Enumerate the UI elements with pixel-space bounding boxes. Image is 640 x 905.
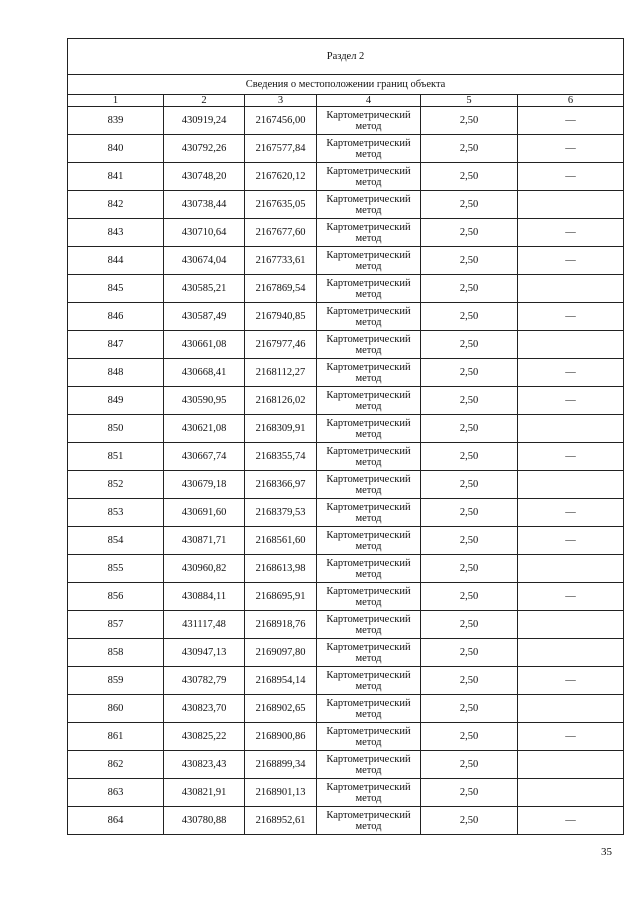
method-line-2: метод	[355, 484, 382, 496]
table-row	[68, 135, 624, 163]
table-row	[68, 555, 624, 583]
table-row	[68, 275, 624, 303]
method-cell	[317, 583, 421, 611]
x-coordinate-cell: 430947,13	[164, 639, 245, 667]
table-row	[68, 667, 624, 695]
method-cell	[317, 135, 421, 163]
x-coordinate-cell: 430884,11	[164, 583, 245, 611]
column-header-row	[68, 95, 624, 107]
y-coordinate-cell: 2167677,60	[245, 219, 317, 247]
x-coordinate-cell: 430871,71	[164, 527, 245, 555]
method-line-2: метод	[355, 456, 382, 468]
method-line-1: Картометрический	[326, 725, 411, 737]
table-row	[68, 611, 624, 639]
x-coordinate-cell: 430823,70	[164, 695, 245, 723]
method-line-1: Картометрический	[326, 165, 411, 177]
x-coordinate-cell: 430748,20	[164, 163, 245, 191]
point-number-cell: 841	[68, 163, 164, 191]
note-cell	[518, 471, 624, 499]
method-line-2: метод	[355, 428, 382, 440]
table-row	[68, 471, 624, 499]
method-line-1: Картометрический	[326, 613, 411, 625]
note-cell	[518, 695, 624, 723]
x-coordinate-cell: 430738,44	[164, 191, 245, 219]
point-number-cell: 848	[68, 359, 164, 387]
point-number-cell: 851	[68, 443, 164, 471]
table-row	[68, 387, 624, 415]
table-row	[68, 163, 624, 191]
accuracy-cell: 2,50	[421, 723, 518, 751]
accuracy-cell: 2,50	[421, 191, 518, 219]
method-line-2: метод	[355, 764, 382, 776]
y-coordinate-cell: 2167577,84	[245, 135, 317, 163]
section-subtitle: Сведения о местоположении границ объекта	[68, 75, 624, 95]
accuracy-cell: 2,50	[421, 499, 518, 527]
x-coordinate-cell: 430590,95	[164, 387, 245, 415]
method-cell	[317, 387, 421, 415]
point-number-cell: 839	[68, 107, 164, 135]
method-cell	[317, 163, 421, 191]
point-number-cell: 855	[68, 555, 164, 583]
y-coordinate-cell: 2167635,05	[245, 191, 317, 219]
coordinates-table	[67, 38, 624, 835]
accuracy-cell: 2,50	[421, 331, 518, 359]
method-cell	[317, 527, 421, 555]
method-cell	[317, 555, 421, 583]
accuracy-cell: 2,50	[421, 135, 518, 163]
method-line-2: метод	[355, 176, 382, 188]
table-row	[68, 499, 624, 527]
x-coordinate-cell: 430780,88	[164, 807, 245, 835]
method-line-2: метод	[355, 624, 382, 636]
method-line-1: Картометрический	[326, 361, 411, 373]
table-row	[68, 751, 624, 779]
note-cell	[518, 611, 624, 639]
method-cell	[317, 695, 421, 723]
accuracy-cell: 2,50	[421, 359, 518, 387]
table-row	[68, 331, 624, 359]
note-cell: —	[518, 163, 624, 191]
x-coordinate-cell: 430668,41	[164, 359, 245, 387]
point-number-cell: 853	[68, 499, 164, 527]
note-cell: —	[518, 107, 624, 135]
method-line-1: Картометрический	[326, 193, 411, 205]
accuracy-cell: 2,50	[421, 667, 518, 695]
y-coordinate-cell: 2167456,00	[245, 107, 317, 135]
note-cell	[518, 779, 624, 807]
method-line-2: метод	[355, 596, 382, 608]
method-line-1: Картометрический	[326, 585, 411, 597]
accuracy-cell: 2,50	[421, 611, 518, 639]
accuracy-cell: 2,50	[421, 443, 518, 471]
accuracy-cell: 2,50	[421, 387, 518, 415]
x-coordinate-cell: 430710,64	[164, 219, 245, 247]
method-line-1: Картометрический	[326, 501, 411, 513]
method-line-2: метод	[355, 792, 382, 804]
accuracy-cell: 2,50	[421, 415, 518, 443]
y-coordinate-cell: 2167977,46	[245, 331, 317, 359]
accuracy-cell: 2,50	[421, 219, 518, 247]
accuracy-cell: 2,50	[421, 275, 518, 303]
method-cell	[317, 359, 421, 387]
table-row	[68, 359, 624, 387]
method-cell	[317, 331, 421, 359]
table-row	[68, 779, 624, 807]
method-line-2: метод	[355, 344, 382, 356]
method-line-2: метод	[355, 260, 382, 272]
method-line-1: Картометрический	[326, 669, 411, 681]
y-coordinate-cell: 2167620,12	[245, 163, 317, 191]
point-number-cell: 849	[68, 387, 164, 415]
y-coordinate-cell: 2167733,61	[245, 247, 317, 275]
y-coordinate-cell: 2167940,85	[245, 303, 317, 331]
method-line-2: метод	[355, 736, 382, 748]
accuracy-cell: 2,50	[421, 527, 518, 555]
accuracy-cell: 2,50	[421, 779, 518, 807]
y-coordinate-cell: 2168366,97	[245, 471, 317, 499]
method-line-1: Картометрический	[326, 473, 411, 485]
y-coordinate-cell: 2168899,34	[245, 751, 317, 779]
method-line-1: Картометрический	[326, 389, 411, 401]
column-header: 2	[164, 95, 245, 107]
note-cell	[518, 191, 624, 219]
method-line-1: Картометрический	[326, 809, 411, 821]
table-row	[68, 247, 624, 275]
note-cell: —	[518, 723, 624, 751]
method-line-1: Картометрический	[326, 249, 411, 261]
table-row	[68, 107, 624, 135]
y-coordinate-cell: 2169097,80	[245, 639, 317, 667]
method-line-2: метод	[355, 820, 382, 832]
method-line-1: Картометрический	[326, 277, 411, 289]
point-number-cell: 854	[68, 527, 164, 555]
method-cell	[317, 807, 421, 835]
x-coordinate-cell: 430825,22	[164, 723, 245, 751]
table-row	[68, 219, 624, 247]
method-line-2: метод	[355, 708, 382, 720]
point-number-cell: 852	[68, 471, 164, 499]
y-coordinate-cell: 2167869,54	[245, 275, 317, 303]
note-cell: —	[518, 499, 624, 527]
method-cell	[317, 751, 421, 779]
y-coordinate-cell: 2168952,61	[245, 807, 317, 835]
column-header: 6	[518, 95, 624, 107]
note-cell: —	[518, 807, 624, 835]
x-coordinate-cell: 430587,49	[164, 303, 245, 331]
y-coordinate-cell: 2168695,91	[245, 583, 317, 611]
section-title: Раздел 2	[68, 39, 624, 75]
note-cell	[518, 639, 624, 667]
method-cell	[317, 667, 421, 695]
column-header: 1	[68, 95, 164, 107]
x-coordinate-cell: 430919,24	[164, 107, 245, 135]
column-header: 5	[421, 95, 518, 107]
x-coordinate-cell: 430585,21	[164, 275, 245, 303]
y-coordinate-cell: 2168126,02	[245, 387, 317, 415]
point-number-cell: 864	[68, 807, 164, 835]
x-coordinate-cell: 430691,60	[164, 499, 245, 527]
x-coordinate-cell: 430674,04	[164, 247, 245, 275]
method-line-1: Картометрический	[326, 137, 411, 149]
y-coordinate-cell: 2168112,27	[245, 359, 317, 387]
method-line-2: метод	[355, 204, 382, 216]
table-row	[68, 583, 624, 611]
note-cell: —	[518, 387, 624, 415]
page-number: 35	[601, 846, 612, 858]
accuracy-cell: 2,50	[421, 163, 518, 191]
y-coordinate-cell: 2168355,74	[245, 443, 317, 471]
y-coordinate-cell: 2168902,65	[245, 695, 317, 723]
column-header: 4	[317, 95, 421, 107]
point-number-cell: 858	[68, 639, 164, 667]
method-line-2: метод	[355, 540, 382, 552]
accuracy-cell: 2,50	[421, 471, 518, 499]
note-cell: —	[518, 359, 624, 387]
method-cell	[317, 723, 421, 751]
note-cell: —	[518, 219, 624, 247]
point-number-cell: 862	[68, 751, 164, 779]
column-header: 3	[245, 95, 317, 107]
note-cell	[518, 555, 624, 583]
point-number-cell: 861	[68, 723, 164, 751]
point-number-cell: 844	[68, 247, 164, 275]
point-number-cell: 856	[68, 583, 164, 611]
point-number-cell: 846	[68, 303, 164, 331]
point-number-cell: 845	[68, 275, 164, 303]
point-number-cell: 860	[68, 695, 164, 723]
x-coordinate-cell: 430792,26	[164, 135, 245, 163]
point-number-cell: 863	[68, 779, 164, 807]
accuracy-cell: 2,50	[421, 107, 518, 135]
method-line-2: метод	[355, 148, 382, 160]
method-cell	[317, 415, 421, 443]
note-cell	[518, 751, 624, 779]
table-row	[68, 415, 624, 443]
table-row	[68, 191, 624, 219]
point-number-cell: 847	[68, 331, 164, 359]
y-coordinate-cell: 2168954,14	[245, 667, 317, 695]
method-line-2: метод	[355, 120, 382, 132]
note-cell: —	[518, 135, 624, 163]
method-cell	[317, 443, 421, 471]
x-coordinate-cell: 430782,79	[164, 667, 245, 695]
accuracy-cell: 2,50	[421, 583, 518, 611]
accuracy-cell: 2,50	[421, 751, 518, 779]
note-cell	[518, 275, 624, 303]
table-row	[68, 723, 624, 751]
method-line-2: метод	[355, 680, 382, 692]
method-line-1: Картометрический	[326, 109, 411, 121]
y-coordinate-cell: 2168613,98	[245, 555, 317, 583]
point-number-cell: 850	[68, 415, 164, 443]
y-coordinate-cell: 2168309,91	[245, 415, 317, 443]
method-line-1: Картометрический	[326, 221, 411, 233]
method-line-2: метод	[355, 512, 382, 524]
note-cell: —	[518, 247, 624, 275]
point-number-cell: 859	[68, 667, 164, 695]
method-line-1: Картометрический	[326, 445, 411, 457]
accuracy-cell: 2,50	[421, 807, 518, 835]
accuracy-cell: 2,50	[421, 247, 518, 275]
accuracy-cell: 2,50	[421, 639, 518, 667]
x-coordinate-cell: 430960,82	[164, 555, 245, 583]
x-coordinate-cell: 430621,08	[164, 415, 245, 443]
method-cell	[317, 779, 421, 807]
accuracy-cell: 2,50	[421, 695, 518, 723]
method-line-1: Картометрический	[326, 753, 411, 765]
point-number-cell: 840	[68, 135, 164, 163]
y-coordinate-cell: 2168900,86	[245, 723, 317, 751]
y-coordinate-cell: 2168901,13	[245, 779, 317, 807]
x-coordinate-cell: 431117,48	[164, 611, 245, 639]
method-cell	[317, 247, 421, 275]
method-cell	[317, 275, 421, 303]
note-cell	[518, 331, 624, 359]
table-row	[68, 443, 624, 471]
method-cell	[317, 471, 421, 499]
method-line-2: метод	[355, 400, 382, 412]
method-cell	[317, 107, 421, 135]
method-line-1: Картометрический	[326, 781, 411, 793]
method-line-2: метод	[355, 232, 382, 244]
method-cell	[317, 219, 421, 247]
note-cell	[518, 415, 624, 443]
method-line-1: Картометрический	[326, 641, 411, 653]
method-line-1: Картометрический	[326, 557, 411, 569]
y-coordinate-cell: 2168561,60	[245, 527, 317, 555]
method-line-2: метод	[355, 652, 382, 664]
accuracy-cell: 2,50	[421, 303, 518, 331]
point-number-cell: 843	[68, 219, 164, 247]
method-line-1: Картометрический	[326, 697, 411, 709]
method-line-1: Картометрический	[326, 333, 411, 345]
note-cell: —	[518, 527, 624, 555]
x-coordinate-cell: 430821,91	[164, 779, 245, 807]
accuracy-cell: 2,50	[421, 555, 518, 583]
note-cell: —	[518, 667, 624, 695]
method-line-1: Картометрический	[326, 417, 411, 429]
y-coordinate-cell: 2168918,76	[245, 611, 317, 639]
method-cell	[317, 191, 421, 219]
y-coordinate-cell: 2168379,53	[245, 499, 317, 527]
table-row	[68, 695, 624, 723]
table-row	[68, 639, 624, 667]
point-number-cell: 857	[68, 611, 164, 639]
table-row	[68, 527, 624, 555]
note-cell: —	[518, 583, 624, 611]
method-line-1: Картометрический	[326, 305, 411, 317]
x-coordinate-cell: 430823,43	[164, 751, 245, 779]
x-coordinate-cell: 430661,08	[164, 331, 245, 359]
table-row	[68, 807, 624, 835]
method-cell	[317, 499, 421, 527]
method-cell	[317, 611, 421, 639]
method-line-2: метод	[355, 568, 382, 580]
method-cell	[317, 303, 421, 331]
note-cell: —	[518, 443, 624, 471]
method-line-2: метод	[355, 288, 382, 300]
method-line-2: метод	[355, 316, 382, 328]
x-coordinate-cell: 430679,18	[164, 471, 245, 499]
method-line-2: метод	[355, 372, 382, 384]
table-row	[68, 303, 624, 331]
x-coordinate-cell: 430667,74	[164, 443, 245, 471]
point-number-cell: 842	[68, 191, 164, 219]
note-cell: —	[518, 303, 624, 331]
method-cell	[317, 639, 421, 667]
method-line-1: Картометрический	[326, 529, 411, 541]
